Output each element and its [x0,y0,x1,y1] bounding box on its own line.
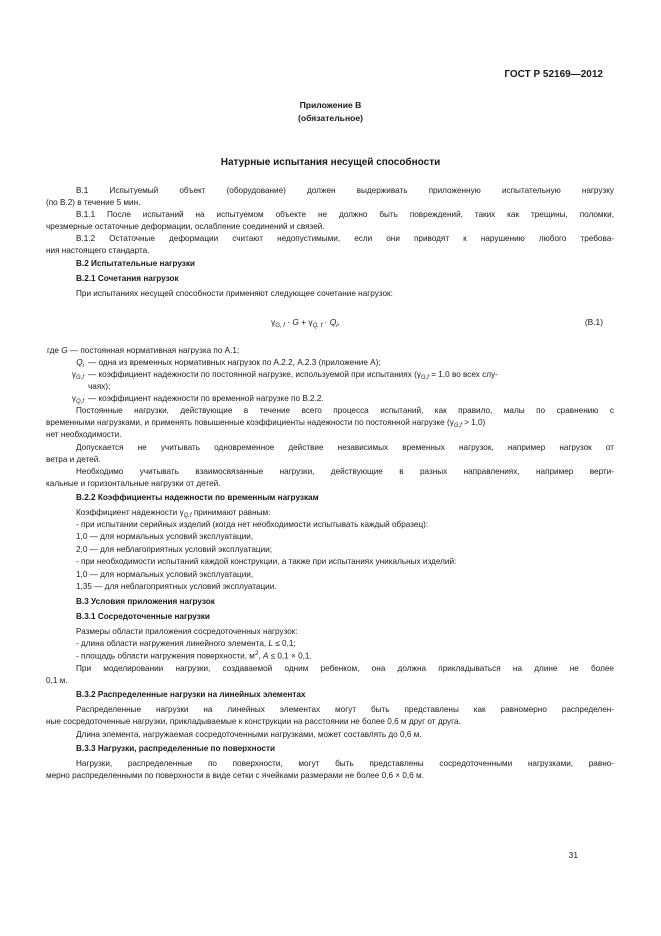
paragraph-b1-line1: В.1 Испытуемый объект (оборудование) должен выдерживать приложенную испытательную нагрузку [76,186,614,195]
formula-multiply-1: · [284,317,293,327]
list-item-area-comma: , [258,651,263,661]
paragraph-child-load-line2: 0,1 м. [46,676,68,685]
paragraph-b12-line2: ния настоящего стандарта. [46,246,150,255]
formula-end-comma: , [337,317,340,327]
definition-gamma-q-text: — коэффициент надежности по временной нагрузке по В.2.2. [88,394,324,403]
formula-b1 [271,317,340,329]
paragraph-permanent-line2-text: временными нагрузками, и применять повышенные коэффициенты надежности по постоянной нагрузке ( [46,418,450,427]
paragraph-permanent-gamma-subscript: G,f [453,423,462,429]
paragraph-related-line1: Необходимо учитывать взаимосвязанные нагрузки, действующие в разных направлениях, например верти- [76,467,614,476]
paragraph-linear-line1: Распределенные нагрузки на линейных элементах могут быть представлены как равномерно распределен- [76,705,614,714]
section-title: Натурные испытания несущей способности [220,157,441,168]
list-item-unique-normal: 1,0 — для нормальных условий эксплуатации, [76,570,254,579]
list-item-serial-adverse: 2,0 — для неблагоприятных условий эксплуатации; [76,545,273,554]
paragraph-b1-line2: (по В.2) в течение 5 мин. [46,198,141,207]
heading-b21: В.2.1 Сочетания нагрузок [76,274,179,283]
paragraph-independent-line1: Допускается не учитывать одновременное действие независимых временных нагрузок, например нагрузок от [76,443,614,452]
definition-q-symbol [47,358,84,369]
definition-gamma-g-letter: γ [71,370,76,379]
paragraph-child-load-line1: При моделировании нагрузки, создаваемой одним ребенком, она должна прикладываться на длине не более [76,664,614,673]
annex-status: (обязательное) [297,113,364,123]
paragraph-coefficient-end: принимают равным: [191,508,271,517]
formula-gamma-q: γ [308,317,313,327]
definition-gamma-g-text-continued: чаях); [88,382,111,391]
paragraph-point-sizes: Размеры области приложения сосредоточенных нагрузок: [76,627,298,636]
heading-b32: В.3.2 Распределенные нагрузки на линейных элементах [76,690,306,699]
list-item-length-value: ≤ 0,1; [272,639,296,648]
definition-gamma-g-symbol [47,370,84,381]
paragraph-permanent-line1: Постоянные нагрузки, действующие в течение всего процесса испытаний, как правило, малы по сравнению с [76,406,614,415]
definition-gamma-q-symbol [47,394,84,405]
list-item-unique: - при необходимости испытаний каждой конструкции, а также при испытаниях уникальных изделий: [76,557,457,566]
list-item-unique-adverse: 1,35 — для неблагоприятных условий эксплуатации. [76,582,277,591]
formula-symbol-g: G [292,317,299,327]
formula-symbol-q-subscript: i [336,323,338,329]
list-item-length-symbol: L [268,639,273,648]
heading-b31: В.3.1 Сосредоточенные нагрузки [76,612,210,621]
definition-g-symbol: G [61,346,68,355]
page-number: 31 [568,850,578,860]
definition-q-text: — одна из временных нормативных нагрузок по А.2.2, А.2.3 (приложение А); [88,358,381,367]
standard-designation: ГОСТ Р 52169—2012 [504,69,603,80]
list-item-area-superscript: 2 [254,651,259,657]
list-item-length-text: - длина области нагружения линейного элемента, [76,639,269,648]
list-item-area [46,651,614,662]
formula-symbol-q: Q [329,317,337,327]
paragraph-coefficient-text: Коэффициент надежности [76,508,180,517]
formula-gamma-g: γ [271,317,276,327]
definition-gamma-g-subscript: G,f [75,375,84,381]
paragraph-permanent-gamma-letter: γ [449,418,454,427]
paragraph-permanent-line2 [46,418,614,430]
paragraph-combination-intro: При испытаниях несущей способности применяют следующее сочетание нагрузок: [76,289,393,298]
formula-gamma-g-subscript: G, f [275,323,285,329]
paragraph-b12-line1: В.1.2 Остаточные деформации считают недопустимыми, если они приводят к нарушению любого требова- [76,234,614,243]
definition-q-letter: Q [76,358,83,367]
paragraph-b11-line1: В.1.1 После испытаний на испытуемом объекте не должно быть повреждений, таких как трещины, поломки, [76,210,614,219]
definition-gamma-g-inline-letter: γ [416,370,421,379]
formula-plus: + [298,317,309,327]
paragraph-coefficient-gamma-letter: γ [179,508,184,517]
paragraph-related-line2: кальные и горизонтальные нагрузки от детей. [46,479,221,488]
list-item-area-text: - площадь области нагружения поверхности, м [76,651,255,661]
formula-multiply-2: · [322,317,330,327]
paragraph-permanent-line2-end: > 1,0) [461,418,486,427]
definition-gamma-g-text [88,370,614,381]
list-item-length [46,639,614,649]
annex-title: Приложение В [299,100,362,110]
definition-gamma-g-text-b: = 1,0 во всех слу- [428,370,498,379]
definition-gamma-g-inline-subscript: G,f [420,375,429,381]
paragraph-coefficient-gamma-subscript: Q,f [183,513,192,519]
formula-number: (В.1) [584,317,603,327]
definition-gamma-q-letter: γ [71,394,76,403]
definition-g [47,346,239,355]
definition-gamma-g-text-a: — коэффициент надежности по постоянной нагрузке, используемой при испытаниях ( [88,370,417,379]
list-item-area-value: ≤ 0,1 × 0,1. [268,651,312,661]
paragraph-permanent-line3: нет необходимости. [46,430,122,439]
definition-where: где [47,346,62,355]
paragraph-element-length: Длина элемента, нагружаемая сосредоточенными нагрузками, может составлять до 0,6 м. [76,730,422,739]
paragraph-linear-line2: ные сосредоточенные нагрузки, прикладываемые к конструкции на расстоянии не более 0,6 м друг от друга. [46,717,461,726]
paragraph-independent-line2: ветра и детей. [46,455,101,464]
heading-b22: В.2.2 Коэффициенты надежности по временным нагрузкам [76,493,319,502]
list-item-serial: - при испытании серийных изделий (когда нет необходимости испытывать каждый образец): [76,520,429,529]
paragraph-b11-line2: чрезмерные остаточные деформации, ослабление соединений и связей. [46,222,325,231]
paragraph-surface-line2: мерно распределенными по поверхности в виде сетки с ячейками размерами не более 0,6 × 0,6 м. [46,771,424,780]
list-item-area-symbol: A [262,651,269,661]
definition-gamma-q-subscript: Q,f [75,399,84,405]
formula-gamma-q-subscript: Q, f [312,323,323,329]
heading-b3: В.3 Условия приложения нагрузок [76,597,215,606]
heading-b33: В.3.3 Нагрузки, распределенные по поверхности [76,744,276,753]
definition-q-subscript: i [82,363,84,369]
definition-g-text: — постоянная нормативная нагрузка по А.1; [67,346,240,355]
list-item-serial-normal: 1,0 — для нормальных условий эксплуатации, [76,532,254,541]
paragraph-surface-line1: Нагрузки, распределенные по поверхности, могут быть представлены сосредоточенными нагрузками, равно- [76,759,614,768]
heading-b2: В.2 Испытательные нагрузки [76,259,195,268]
paragraph-coefficient [46,508,614,520]
